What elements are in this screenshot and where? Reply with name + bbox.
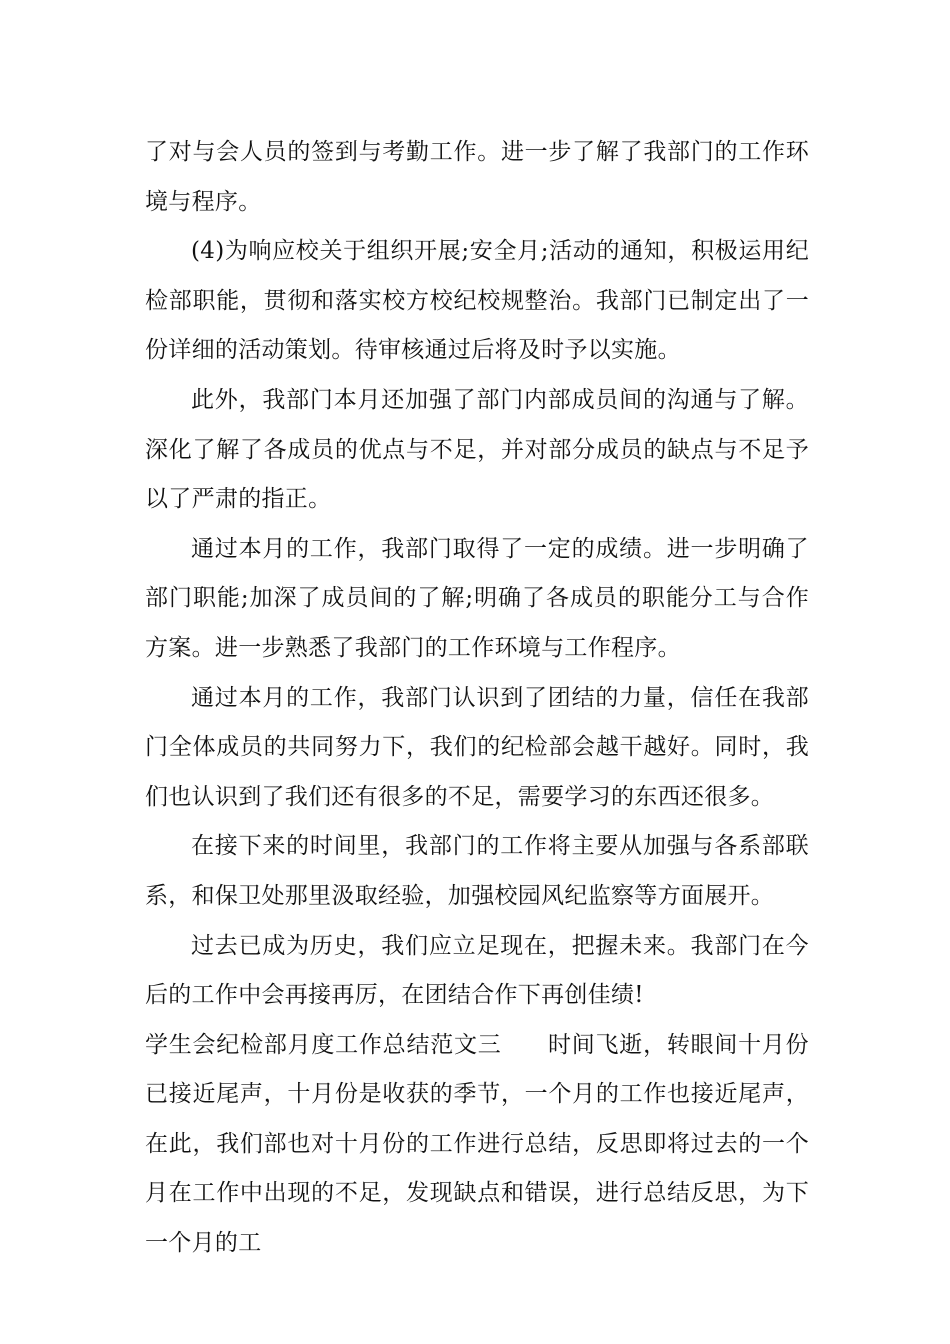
document-body	[145, 128, 809, 1269]
paragraph-4: 通过本月的工作，我部门取得了一定的成绩。进一步明确了部门职能;加深了成员间的了解;明确了各成员的职能分工与合作方案。进一步熟悉了我部门的工作环境与工作程序。	[145, 535, 809, 661]
paragraph-2: (4)为响应校关于组织开展;安全月;活动的通知，积极运用纪检部职能，贯彻和落实校方校纪校规整治。我部门已制定出了一份详细的活动策划。待审核通过后将及时予以实施。	[145, 238, 809, 364]
section-heading: 学生会纪检部月度工作总结范文三	[145, 1031, 502, 1058]
paragraph-1: 了对与会人员的签到与考勤工作。进一步了解了我部门的工作环境与程序。	[145, 139, 809, 215]
paragraph-6: 在接下来的时间里，我部门的工作将主要从加强与各系部联系，和保卫处那里汲取经验，加强校园风纪监察等方面展开。	[145, 833, 809, 909]
paragraph-5: 通过本月的工作，我部门认识到了团结的力量，信任在我部门全体成员的共同努力下，我们的纪检部会越干越好。同时，我们也认识到了我们还有很多的不足，需要学习的东西还很多。	[145, 684, 809, 810]
paragraph-7: 过去已成为历史，我们应立足现在，把握未来。我部门在今后的工作中会再接再厉，在团结合作下再创佳绩!	[145, 932, 809, 1009]
paragraph-3: 此外，我部门本月还加强了部门内部成员间的沟通与了解。深化了解了各成员的优点与不足，并对部分成员的缺点与不足予以了严肃的指正。	[145, 386, 809, 513]
section-body: 时间飞逝，转眼间十月份已接近尾声，十月份是收获的季节，一个月的工作也接近尾声，在此，我们部也对十月份的工作进行总结，反思即将过去的一个月在工作中出现的不足，发现缺点和错误，进行总结反思，为下一个月的工	[145, 1031, 809, 1257]
section-paragraph	[145, 1021, 809, 1269]
